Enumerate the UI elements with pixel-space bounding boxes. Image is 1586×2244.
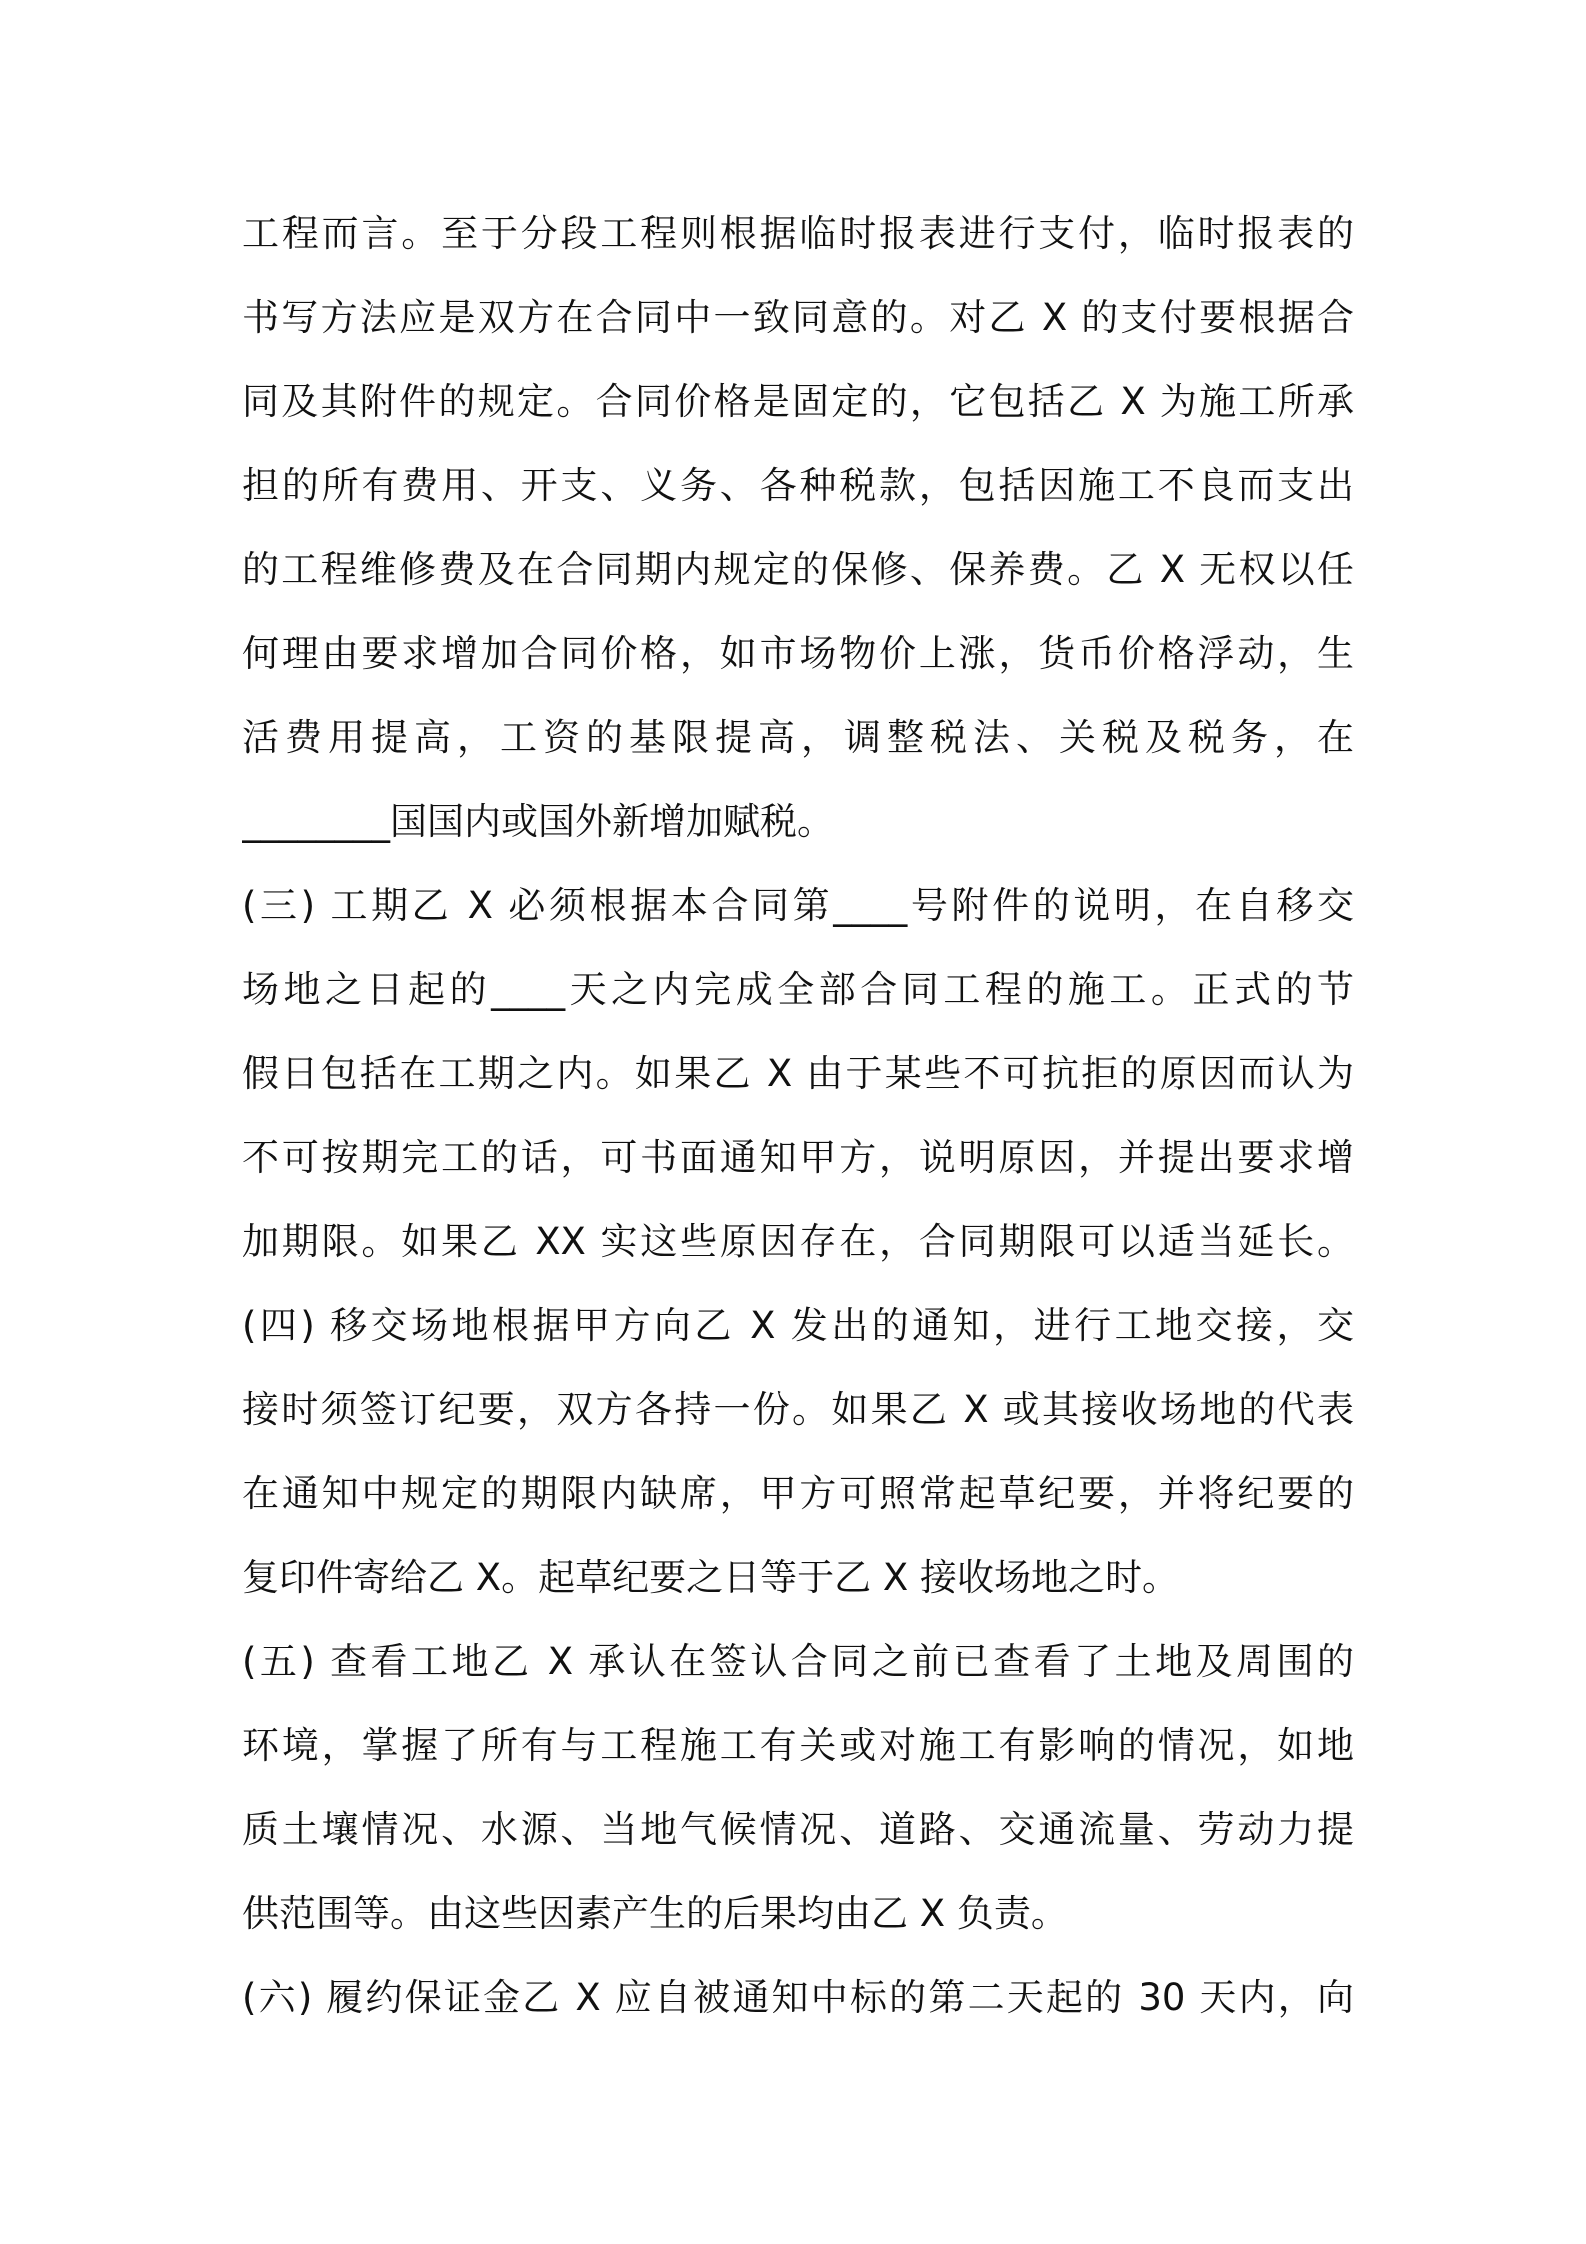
text-line: ________国国内或国外新增加赋税。 (242, 800, 834, 843)
text-line: 假日包括在工期之内。如果乙 X 由于某些不可抗拒的原因而认为 (242, 1052, 1354, 1095)
text-line: 环境，掌握了所有与工程施工有关或对施工有影响的情况，如地 (242, 1724, 1354, 1767)
text-line: 工程而言。至于分段工程则根据临时报表进行支付，临时报表的 (242, 212, 1354, 255)
text-line: 活费用提高，工资的基限提高，调整税法、关税及税务，在 (242, 716, 1354, 759)
text-line: 同及其附件的规定。合同价格是固定的，它包括乙 X 为施工所承 (242, 380, 1354, 423)
text-line: 场地之日起的____天之内完成全部合同工程的施工。正式的节 (242, 968, 1354, 1011)
text-line: 的工程维修费及在合同期内规定的保修、保养费。乙 X 无权以任 (242, 548, 1354, 591)
contract-text-block (242, 192, 1354, 2040)
section-5-heading-line: (五) 查看工地乙 X 承认在签认合同之前已查看了土地及周围的 (242, 1640, 1354, 1683)
text-line: 在通知中规定的期限内缺席，甲方可照常起草纪要，并将纪要的 (242, 1472, 1354, 1515)
section-4-heading-line: (四) 移交场地根据甲方向乙 X 发出的通知，进行工地交接，交 (242, 1304, 1354, 1347)
text-line: 复印件寄给乙 X。起草纪要之日等于乙 X 接收场地之时。 (242, 1556, 1179, 1599)
text-line: 不可按期完工的话，可书面通知甲方，说明原因，并提出要求增 (242, 1136, 1354, 1179)
text-line: 质土壤情况、水源、当地气候情况、道路、交通流量、劳动力提 (242, 1808, 1354, 1851)
text-line: 供范围等。由这些因素产生的后果均由乙 X 负责。 (242, 1892, 1068, 1935)
section-6-heading-line: (六) 履约保证金乙 X 应自被通知中标的第二天起的 30 天内，向 (242, 1976, 1354, 2019)
text-line: 担的所有费用、开支、义务、各种税款，包括因施工不良而支出 (242, 464, 1354, 507)
text-line: 何理由要求增加合同价格，如市场物价上涨，货币价格浮动，生 (242, 632, 1354, 675)
section-3-heading-line: (三) 工期乙 X 必须根据本合同第____号附件的说明，在自移交 (242, 884, 1354, 927)
text-line: 接时须签订纪要，双方各持一份。如果乙 X 或其接收场地的代表 (242, 1388, 1354, 1431)
text-line: 书写方法应是双方在合同中一致同意的。对乙 X 的支付要根据合 (242, 296, 1354, 339)
text-line: 加期限。如果乙 XX 实这些原因存在，合同期限可以适当延长。 (242, 1220, 1354, 1263)
